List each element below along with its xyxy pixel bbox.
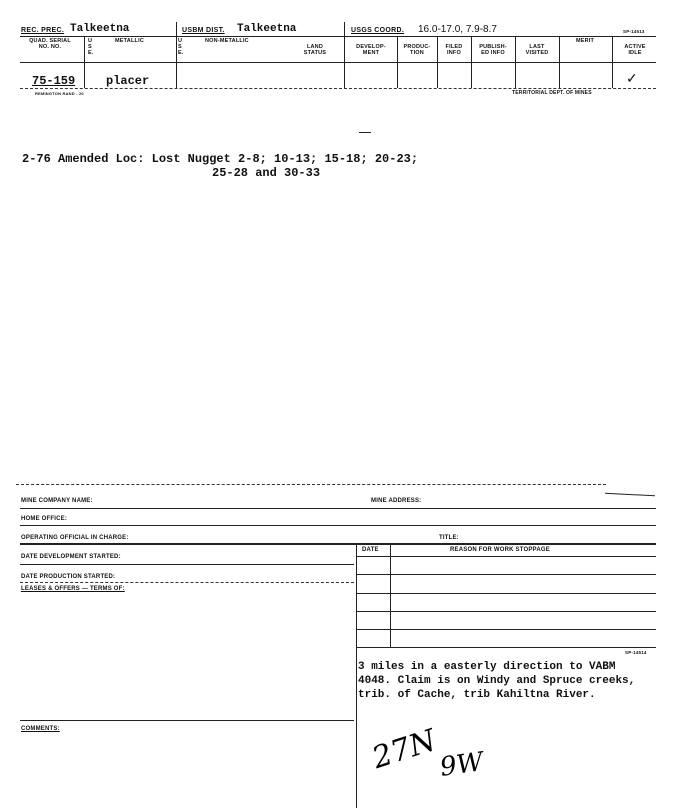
- col-use-2: U S E.: [178, 38, 184, 57]
- rule: [356, 556, 656, 557]
- divider: [344, 22, 345, 36]
- rule: [356, 647, 656, 648]
- divider: [559, 36, 560, 88]
- card-edge-mark: [605, 493, 655, 497]
- rule: [20, 720, 354, 721]
- form-number-2: SP-14514: [625, 650, 647, 655]
- rule: [20, 564, 354, 565]
- date-prod-label: DATE PRODUCTION STARTED:: [21, 574, 116, 580]
- data-row-rule: [20, 88, 656, 89]
- col-last-visited: LAST VISITED: [525, 44, 549, 56]
- col-active-idle: ACTIVE IDLE: [624, 44, 646, 56]
- col-land-status: LAND STATUS: [303, 44, 327, 56]
- date-col-label: DATE: [362, 547, 379, 553]
- handwritten-range: 9W: [438, 747, 486, 783]
- mine-company-label: MINE COMPANY NAME:: [21, 498, 93, 504]
- active-checkmark: ✓: [626, 70, 638, 86]
- serial-value: 75-159: [32, 74, 76, 88]
- title-label: TITLE:: [439, 535, 459, 541]
- usgs-coord-value: 16.0-17.0, 7.9-8.7: [418, 24, 497, 35]
- location-line-3: trib. of Cache, trib Kahiltna River.: [358, 689, 596, 701]
- printer-credit: REMINGTON RAND - 20: [35, 91, 84, 96]
- rule: [356, 593, 656, 594]
- col-filed-info: FILED INFO: [445, 44, 463, 56]
- usgs-coord-label: USGS COORD.: [351, 27, 405, 34]
- rule: [356, 611, 656, 612]
- amended-line-2: 25-28 and 30-33: [212, 166, 321, 180]
- header-rule: [20, 36, 656, 37]
- stray-mark: [359, 132, 371, 133]
- center-divider: [356, 543, 357, 808]
- col-development: DEVELOP- MENT: [356, 44, 386, 56]
- col-published-info: PUBLISH- ED INFO: [479, 44, 507, 56]
- usbm-dist-value: Talkeetna: [237, 23, 297, 35]
- divider: [397, 36, 398, 88]
- location-line-1: 3 miles in a easterly direction to VABM: [358, 661, 616, 673]
- divider: [176, 22, 177, 36]
- territorial-dept: TERRITORIAL DEPT. OF MINES: [512, 90, 592, 96]
- divider: [515, 36, 516, 88]
- divider: [84, 36, 85, 88]
- date-dev-label: DATE DEVELOPMENT STARTED:: [21, 554, 121, 560]
- usbm-dist-label: USBM DIST.: [182, 27, 225, 34]
- divider: [437, 36, 438, 88]
- date-divider: [390, 543, 391, 647]
- comments-label: COMMENTS:: [21, 726, 60, 732]
- rule: [20, 525, 656, 526]
- col-use-1: U S E.: [88, 38, 94, 57]
- location-line-2: 4048. Claim is on Windy and Spruce creeks,: [358, 675, 636, 687]
- rec-prec-value: Talkeetna: [70, 23, 130, 35]
- col-metallic: METALLIC: [115, 38, 144, 44]
- rule: [356, 629, 656, 630]
- column-header-rule: [20, 62, 656, 63]
- card-edge-rule: [16, 484, 606, 485]
- leases-label: LEASES & OFFERS — TERMS OF:: [21, 586, 125, 592]
- rule: [20, 508, 656, 509]
- col-nonmetallic: NON-METALLIC: [205, 38, 249, 44]
- operating-official-label: OPERATING OFFICIAL IN CHARGE:: [21, 535, 129, 541]
- divider: [344, 36, 345, 88]
- rule: [20, 543, 656, 545]
- rule: [356, 574, 656, 575]
- divider: [612, 36, 613, 88]
- amended-line-1: 2-76 Amended Loc: Lost Nugget 2-8; 10-13; 15-18; 20-23;: [22, 152, 419, 166]
- divider: [176, 36, 177, 88]
- divider: [471, 36, 472, 88]
- rec-prec-label: REC. PREC.: [21, 27, 65, 34]
- rule: [20, 582, 354, 583]
- handwritten-township: 27N: [368, 722, 441, 777]
- metallic-value: placer: [106, 74, 150, 88]
- form-number: SP-14513: [623, 29, 645, 34]
- col-production: PRODUC- TION: [403, 44, 431, 56]
- col-quad-serial: QUAD. SERIAL NO. NO.: [29, 38, 71, 50]
- col-merit: MERIT: [575, 38, 595, 44]
- reason-col-label: REASON FOR WORK STOPPAGE: [450, 547, 550, 553]
- mine-address-label: MINE ADDRESS:: [371, 498, 422, 504]
- home-office-label: HOME OFFICE:: [21, 516, 68, 522]
